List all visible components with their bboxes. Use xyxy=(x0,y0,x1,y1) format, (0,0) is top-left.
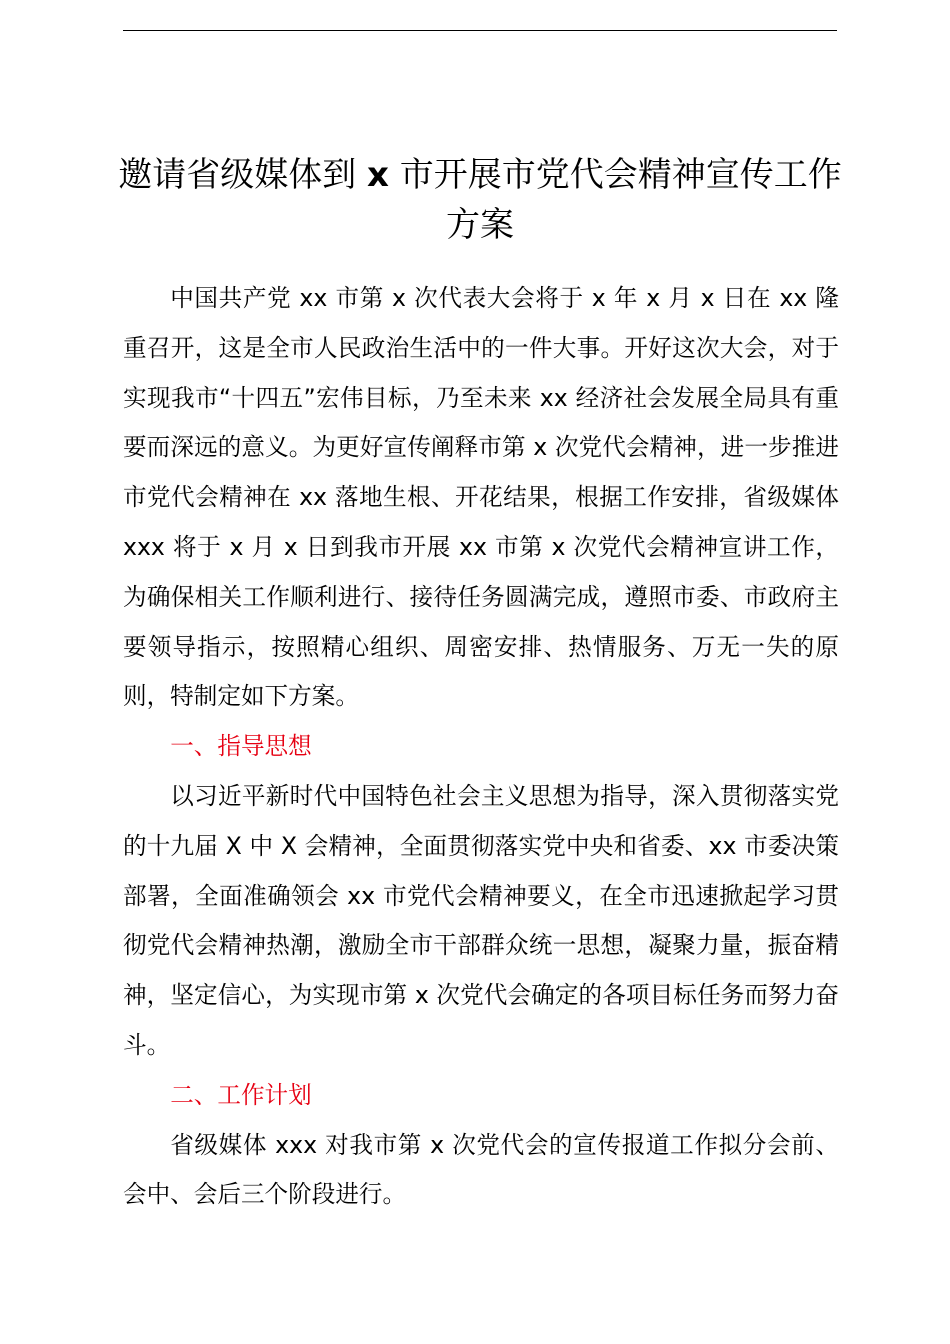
title-part-2: 市开展市党代会精神宣传工作方案 xyxy=(388,155,842,245)
work-plan-paragraph: 省级媒体 xxx 对我市第 x 次党代会的宣传报道工作拟分会前、会中、会后三个阶段进行。 xyxy=(123,1130,839,1209)
page-title xyxy=(110,150,850,250)
intro-paragraph: 中国共产党 xx 市第 x 次代表大会将于 x 年 x 月 x 日在 xx 隆重召开，这是全市人民政治生活中的一件大事。开好这次大会，对于实现我市“十四五”宏伟目标，乃至未来 xx 经济社会发展全局具有重要而深远的意义。为更好宣传阐释市第 x 次党代会精神，进一步推进市党代会精神在 xx 落地生根、开花结果，根据工作安排，省级媒体 xxx 将于 x 月 x 日到我市开展 xx 市第 x 次党代会精神宣讲工作，为确保相关工作顺利进行、接待任务圆满完成，遵照市委、市政府主要领导指示，按照精心组织、周密安排、热情服务、万无一失的原则，特制定如下方案。 xyxy=(123,284,839,711)
section-heading-guiding-ideology: 一、指导思想 xyxy=(170,732,312,761)
title-x: x xyxy=(367,155,389,195)
title-part-1: 邀请省级媒体到 xyxy=(118,155,368,195)
guiding-ideology-paragraph: 以习近平新时代中国特色社会主义思想为指导，深入贯彻落实党的十九届 X 中 X 会精神，全面贯彻落实党中央和省委、xx 市委决策部署，全面准确领会 xx 市党代会精神要义，在全市迅速掀起学习贯彻党代会精神热潮，激励全市干部群众统一思想，凝聚力量，振奋精神，坚定信心，为实现市第 x 次党代会确定的各项目标任务而努力奋斗。 xyxy=(123,781,839,1059)
top-rule xyxy=(123,30,837,31)
section-heading-work-plan: 二、工作计划 xyxy=(170,1080,312,1109)
document-body xyxy=(123,274,839,1220)
